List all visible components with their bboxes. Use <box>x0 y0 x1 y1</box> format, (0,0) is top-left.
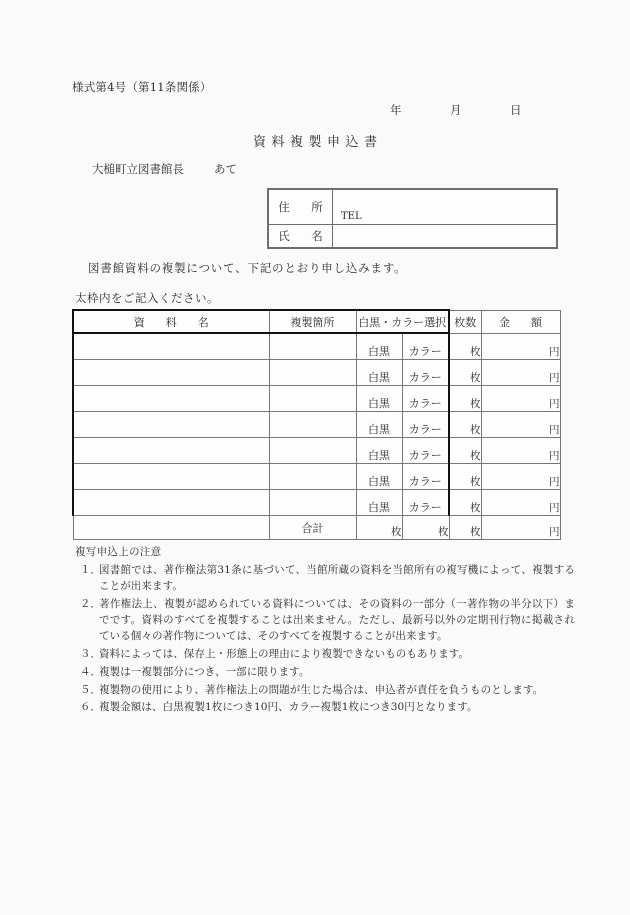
addressee-line <box>92 161 237 177</box>
cell-sheets: 枚 <box>449 464 481 490</box>
header-amount: 金 額 <box>481 310 560 333</box>
cell-sheets: 枚 <box>449 412 481 438</box>
note-text: 著作権法上、複製が認められている資料については、その資料の一部分（一著作物の半分以下）までです。資料のすべてを複製することは出来ません。ただし、最新号以外の定期刊行物に掲載されている個々の著作物については、そのすべてを複製することが出来ます。 <box>99 597 575 643</box>
page-title: 資料複製申込書 <box>252 135 383 150</box>
total-color-sheets: 枚 <box>402 516 449 540</box>
cell-color-option[interactable]: カラー <box>402 333 449 360</box>
table-row <box>73 464 560 490</box>
total-bw-sheets: 枚 <box>356 516 402 540</box>
cell-bw-option[interactable]: 白黒 <box>356 360 402 386</box>
note-number: ６． <box>80 701 101 714</box>
addressee-name: 大槌町立図書館長 <box>92 162 184 176</box>
applicant-info-box <box>267 188 558 249</box>
table-row <box>73 490 560 516</box>
table-row <box>73 386 560 412</box>
cell-color-option[interactable]: カラー <box>402 412 449 438</box>
cell-amount: 円 <box>481 386 560 412</box>
table-total-row <box>73 516 560 540</box>
note-text: 資料によっては、保存上・形態上の理由により複製できないものもあります。 <box>99 648 470 661</box>
cell-copy-part[interactable] <box>269 464 356 490</box>
cell-amount: 円 <box>481 333 560 360</box>
date-day-label: 日 <box>510 103 522 117</box>
note-number: ３． <box>80 648 101 661</box>
note-text: 図書館では、著作権法第31条に基づいて、当館所蔵の資料を当館所有の複写機によって、複製することが出来ます。 <box>99 563 575 593</box>
note-item <box>75 699 575 715</box>
cell-material-name[interactable] <box>73 412 269 438</box>
cell-copy-part[interactable] <box>269 412 356 438</box>
cell-color-option[interactable]: カラー <box>402 386 449 412</box>
name-label: 氏 名 <box>269 225 333 248</box>
applicant-address-row <box>269 190 557 225</box>
cell-color-option[interactable]: カラー <box>402 360 449 386</box>
table-row <box>73 360 560 386</box>
cell-material-name[interactable] <box>73 360 269 386</box>
cell-bw-option[interactable]: 白黒 <box>356 386 402 412</box>
cell-amount: 円 <box>481 464 560 490</box>
cell-material-name[interactable] <box>73 438 269 464</box>
address-label: 住 所 <box>269 190 333 225</box>
note-item <box>75 596 575 645</box>
total-label: 合計 <box>269 516 356 540</box>
cell-bw-option[interactable]: 白黒 <box>356 412 402 438</box>
cell-copy-part[interactable] <box>269 490 356 516</box>
request-table <box>72 309 561 540</box>
cell-material-name[interactable] <box>73 464 269 490</box>
notes-section <box>75 544 575 716</box>
cell-sheets: 枚 <box>449 333 481 360</box>
date-year-label: 年 <box>390 103 402 117</box>
cell-material-name[interactable] <box>73 490 269 516</box>
table-header-row <box>73 310 560 333</box>
cell-sheets: 枚 <box>449 386 481 412</box>
note-text: 複製は一複製部分につき、一部に限ります。 <box>99 665 310 678</box>
table-row <box>73 438 560 464</box>
notes-heading: 複写申込上の注意 <box>75 546 162 558</box>
table-row <box>73 333 560 360</box>
cell-copy-part[interactable] <box>269 386 356 412</box>
cell-amount: 円 <box>481 438 560 464</box>
cell-copy-part[interactable] <box>269 360 356 386</box>
total-amount: 円 <box>481 516 560 540</box>
cell-material-name[interactable] <box>73 333 269 360</box>
form-code: 様式第4号（第11条関係） <box>72 80 212 94</box>
cell-bw-option[interactable]: 白黒 <box>356 333 402 360</box>
request-table-container <box>72 309 559 540</box>
note-item <box>75 682 575 698</box>
cell-amount: 円 <box>481 490 560 516</box>
cell-amount: 円 <box>481 412 560 438</box>
cell-copy-part[interactable] <box>269 333 356 360</box>
header-sheets: 枚数 <box>449 310 481 333</box>
instruction-text: 太枠内をご記入ください。 <box>75 291 219 305</box>
cell-sheets: 枚 <box>449 490 481 516</box>
table-row <box>73 412 560 438</box>
note-number: ５． <box>80 683 101 696</box>
total-blank-cell <box>73 516 269 540</box>
header-copy-part: 複製箇所 <box>269 310 356 333</box>
cell-sheets: 枚 <box>449 360 481 386</box>
cell-material-name[interactable] <box>73 386 269 412</box>
note-number: １． <box>80 563 101 576</box>
cell-color-option[interactable]: カラー <box>402 438 449 464</box>
cell-bw-option[interactable]: 白黒 <box>356 490 402 516</box>
statement-text: 図書館資料の複製について、下記のとおり申し込みます。 <box>88 261 407 275</box>
note-text: 複製金額は、白黒複製1枚につき10円、カラー複製1枚につき30円となります。 <box>99 701 478 714</box>
request-table-body <box>73 333 560 540</box>
date-month-label: 月 <box>450 103 462 117</box>
header-material-name: 資 料 名 <box>73 310 269 333</box>
date-line <box>390 102 530 118</box>
address-input-cell[interactable] <box>333 190 557 225</box>
cell-bw-option[interactable]: 白黒 <box>356 464 402 490</box>
note-number: ４． <box>80 665 101 678</box>
tel-label: TEL <box>341 211 362 222</box>
note-item <box>75 664 575 680</box>
note-number: ２． <box>80 597 101 610</box>
note-item <box>75 562 575 595</box>
cell-amount: 円 <box>481 360 560 386</box>
cell-copy-part[interactable] <box>269 438 356 464</box>
note-text: 複製物の使用により、著作権法上の問題が生じた場合は、申込者が責任を負うものとします。 <box>99 683 544 696</box>
total-sheets: 枚 <box>449 516 481 540</box>
cell-color-option[interactable]: カラー <box>402 464 449 490</box>
applicant-name-row <box>269 225 557 248</box>
header-color-selection: 白黒・カラー選択 <box>356 310 449 333</box>
cell-color-option[interactable]: カラー <box>402 490 449 516</box>
addressee-suffix: あて <box>214 162 237 176</box>
cell-bw-option[interactable]: 白黒 <box>356 438 402 464</box>
name-input-cell[interactable] <box>333 225 557 248</box>
cell-sheets: 枚 <box>449 438 481 464</box>
note-item <box>75 646 575 662</box>
